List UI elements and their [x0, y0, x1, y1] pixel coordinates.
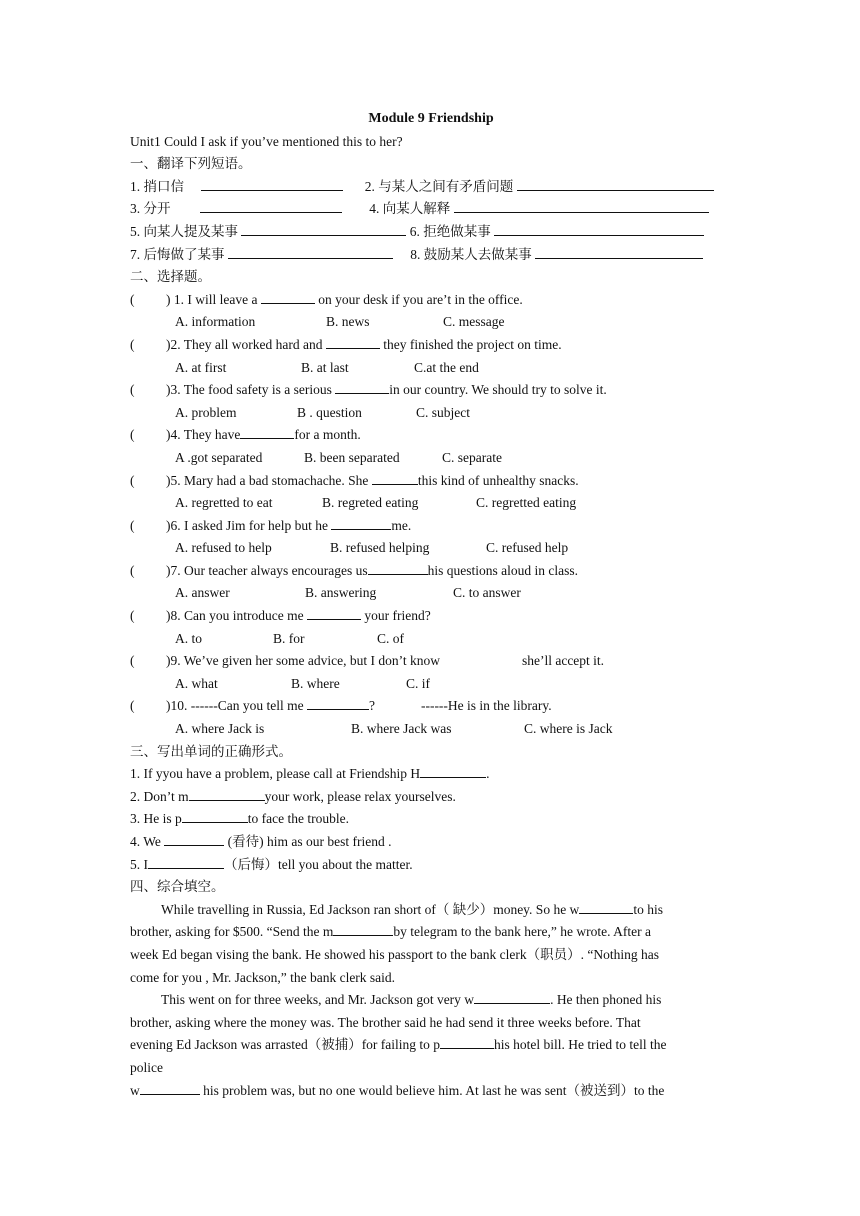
wordform-item — [130, 763, 732, 786]
phrase-label: 2. 与某人之间有矛盾问题 — [364, 178, 514, 194]
choice-questions — [130, 289, 732, 741]
worksheet — [130, 108, 732, 1102]
option-a[interactable]: A .got separated — [175, 449, 263, 465]
answer-blank[interactable] — [494, 221, 704, 236]
answer-blank[interactable] — [474, 989, 550, 1004]
answer-blank[interactable] — [372, 470, 418, 485]
answer-blank[interactable] — [200, 198, 342, 213]
unit-title: Unit1 Could I ask if you’ve mentioned this to her? — [130, 133, 403, 149]
question-stem: )8. Can you introduce me — [166, 608, 307, 624]
option-a[interactable]: A. regretted to eat — [175, 495, 273, 511]
question — [130, 515, 732, 538]
section-heading-wordform: 三、写出单词的正确形式。 — [130, 743, 292, 759]
wordform-item — [130, 786, 732, 809]
question — [130, 334, 732, 357]
question-stem-end: his questions aloud in class. — [427, 562, 579, 578]
item-text-end: (看待) him as our best friend . — [224, 834, 392, 849]
translate-row — [130, 198, 732, 221]
phrase-label: 4. 向某人解释 — [369, 201, 451, 217]
question-stem-end: this kind of unhealthy snacks. — [417, 472, 579, 488]
options-row — [130, 357, 732, 380]
options-row — [130, 628, 732, 651]
passage-line — [130, 989, 732, 1012]
question-stem: )9. We’ve given her some advice, but I don’t know — [166, 653, 440, 669]
item-text: 2. Don’t m — [130, 788, 189, 804]
option-b[interactable]: B. at last — [301, 359, 349, 375]
option-c[interactable]: C. of — [377, 630, 404, 646]
option-c[interactable]: C. where is Jack — [524, 721, 613, 737]
answer-blank[interactable] — [140, 1080, 200, 1095]
answer-blank[interactable] — [333, 921, 393, 936]
page-title: Module 9 Friendship — [368, 111, 494, 126]
question — [130, 605, 732, 628]
option-b[interactable]: B . question — [297, 404, 362, 420]
option-a[interactable]: A. what — [175, 675, 218, 691]
option-b[interactable]: B. where Jack was — [351, 721, 452, 737]
option-a[interactable]: A. at first — [175, 359, 227, 375]
options-row — [130, 718, 732, 741]
answer-blank[interactable] — [326, 334, 380, 349]
passage-text: brother, asking for $500. “Send the m — [130, 924, 334, 940]
answer-blank[interactable] — [307, 695, 369, 710]
option-b[interactable]: B. refused helping — [330, 540, 430, 556]
passage-text: by telegram to the bank here,” he wrote. After a — [393, 924, 651, 940]
question-stem-end: she’ll accept it. — [521, 653, 605, 669]
wordform-item — [130, 854, 732, 877]
phrase-label: 1. 捎口信 — [130, 178, 184, 194]
options-row — [130, 673, 732, 696]
option-c[interactable]: C.at the end — [414, 359, 479, 375]
question-stem: )4. They have — [166, 427, 241, 443]
answer-blank[interactable] — [189, 786, 265, 801]
question-stem: )3. The food safety is a serious — [166, 382, 336, 398]
answer-blank[interactable] — [148, 854, 224, 869]
option-b[interactable]: B. where — [291, 675, 340, 691]
option-b[interactable]: B. news — [326, 314, 370, 330]
item-text: 1. If yyou have a problem, please call at Friendship H — [130, 766, 421, 782]
answer-blank[interactable] — [579, 899, 633, 914]
passage-text: evening Ed Jackson was arrasted（被捕）for failing to p — [130, 1037, 441, 1053]
question-stem-end: in our country. We should try to solve it. — [389, 382, 607, 398]
question — [130, 470, 732, 493]
translate-row — [130, 244, 732, 267]
question — [130, 289, 732, 312]
question-stem-end: ? — [368, 698, 375, 714]
answer-paren[interactable]: ( — [130, 698, 135, 714]
question-stem: )5. Mary had a bad stomachache. She — [166, 472, 372, 488]
question-stem-end: your friend? — [360, 608, 431, 624]
question-stem-end: me. — [391, 517, 412, 533]
answer-paren[interactable]: ( — [130, 653, 135, 669]
question — [130, 424, 732, 447]
answer-blank[interactable] — [535, 244, 703, 259]
option-a[interactable]: A. answer — [175, 585, 230, 601]
answer-paren[interactable]: ( — [130, 608, 135, 624]
options-row — [130, 492, 732, 515]
option-c[interactable]: C. separate — [442, 449, 502, 465]
answer-paren[interactable]: ( — [130, 427, 135, 443]
passage-line — [130, 921, 732, 944]
option-c[interactable]: C. if — [406, 675, 431, 691]
wordform-item — [130, 831, 732, 854]
answer-paren[interactable]: ( — [130, 336, 135, 352]
option-b[interactable]: B. regreted eating — [322, 495, 419, 511]
options-row — [130, 582, 732, 605]
translate-row — [130, 176, 732, 199]
passage-line: come for you , Mr. Jackson,” the bank clerk said. — [130, 969, 396, 985]
option-a[interactable]: A. problem — [175, 404, 237, 420]
passage-line — [130, 1080, 732, 1103]
item-text: 5. I — [130, 856, 148, 872]
passage-text: . He then phoned his — [550, 992, 662, 1008]
answer-blank[interactable] — [368, 560, 428, 575]
question-stem-end: on your desk if you are’t in the office. — [314, 291, 523, 307]
question — [130, 560, 732, 583]
options-row — [130, 537, 732, 560]
phrase-label: 8. 鼓励某人去做某事 — [410, 246, 532, 262]
answer-blank[interactable] — [335, 379, 389, 394]
passage-text: his hotel bill. He tried to tell the — [494, 1037, 667, 1053]
option-a[interactable]: A. where Jack is — [175, 721, 265, 737]
answer-blank[interactable] — [164, 831, 224, 846]
section-heading-cloze: 四、综合填空。 — [130, 879, 225, 895]
option-a[interactable]: A. information — [175, 314, 256, 330]
option-c[interactable]: C. refused help — [486, 540, 569, 556]
question-stem: )10. ------Can you tell me — [166, 698, 307, 714]
answer-blank[interactable] — [228, 244, 393, 259]
options-row — [130, 311, 732, 334]
cloze-passage — [130, 899, 732, 1102]
item-text-end: your work, please relax yourselves. — [264, 788, 456, 804]
option-c[interactable]: C. regretted eating — [476, 495, 577, 511]
item-text-end: （后悔）tell you about the matter. — [224, 856, 413, 872]
question — [130, 695, 732, 718]
question-stem-end: for a month. — [294, 427, 361, 443]
answer-blank[interactable] — [182, 808, 248, 823]
passage-line: week Ed began vising the bank. He showed his passport to the bank clerk（职员）. “Nothing has — [130, 946, 660, 962]
option-c[interactable]: C. message — [443, 314, 505, 330]
phrase-label: 6. 拒绝做某事 — [409, 223, 491, 239]
section-heading-choice: 二、选择题。 — [130, 269, 211, 285]
answer-blank[interactable] — [331, 515, 391, 530]
section-heading-translate: 一、翻译下列短语。 — [130, 156, 252, 172]
passage-line: brother, asking where the money was. The brother said he had send it three weeks before. That — [130, 1014, 641, 1030]
option-b[interactable]: B. answering — [305, 585, 377, 601]
answer-blank[interactable] — [440, 1034, 494, 1049]
options-row — [130, 402, 732, 425]
answer-paren[interactable]: ( — [130, 382, 135, 398]
passage-text: his problem was, but no one would believe him. At last he was sent（被送到）to the — [199, 1082, 665, 1098]
phrase-label: 3. 分开 — [130, 201, 171, 217]
wordform-item — [130, 808, 732, 831]
question-stem: )7. Our teacher always encourages us — [166, 562, 368, 578]
answer-blank[interactable] — [517, 176, 714, 191]
item-text: 4. We — [130, 834, 165, 849]
answer-blank[interactable] — [241, 221, 406, 236]
passage-line — [130, 899, 732, 922]
answer-blank[interactable] — [454, 198, 709, 213]
question-stem: )2. They all worked hard and — [166, 336, 326, 352]
option-b[interactable]: B. been separated — [304, 449, 400, 465]
option-b[interactable]: B. for — [273, 630, 305, 646]
question-stem: )6. I asked Jim for help but he — [166, 517, 332, 533]
option-a[interactable]: A. to — [175, 630, 202, 646]
phrase-label: 5. 向某人提及某事 — [130, 223, 238, 239]
answer-paren[interactable]: ( — [130, 472, 135, 488]
item-text-end: to face the trouble. — [247, 811, 349, 827]
question — [130, 379, 732, 402]
answer-blank[interactable] — [261, 289, 315, 304]
passage-text: w — [130, 1082, 140, 1098]
option-c[interactable]: C. to answer — [453, 585, 521, 601]
answer-blank[interactable] — [307, 605, 361, 620]
question — [130, 650, 732, 673]
answer-paren[interactable]: ( — [130, 562, 135, 578]
passage-line — [130, 1034, 732, 1057]
answer-blank[interactable] — [240, 424, 294, 439]
passage-text: While travelling in Russia, Ed Jackson ran short of（ 缺少）money. So he w — [161, 901, 580, 917]
dialogue-response: ------He is in the library. — [420, 698, 552, 714]
options-row — [130, 447, 732, 470]
passage-text: to his — [633, 901, 663, 917]
option-a[interactable]: A. refused to help — [175, 540, 272, 556]
phrase-label: 7. 后悔做了某事 — [130, 246, 225, 262]
question-stem-end: they finished the project on time. — [379, 336, 562, 352]
answer-paren[interactable]: ( — [130, 291, 135, 307]
answer-blank[interactable] — [420, 763, 486, 778]
answer-blank[interactable] — [201, 176, 343, 191]
passage-text: This went on for three weeks, and Mr. Jackson got very w — [161, 992, 475, 1008]
item-text: 3. He is p — [130, 811, 182, 827]
question-stem: ) 1. I will leave a — [166, 291, 261, 307]
translate-row — [130, 221, 732, 244]
answer-paren[interactable]: ( — [130, 517, 135, 533]
option-c[interactable]: C. subject — [416, 404, 470, 420]
passage-line: police — [130, 1059, 163, 1075]
item-text-end: . — [486, 766, 490, 782]
